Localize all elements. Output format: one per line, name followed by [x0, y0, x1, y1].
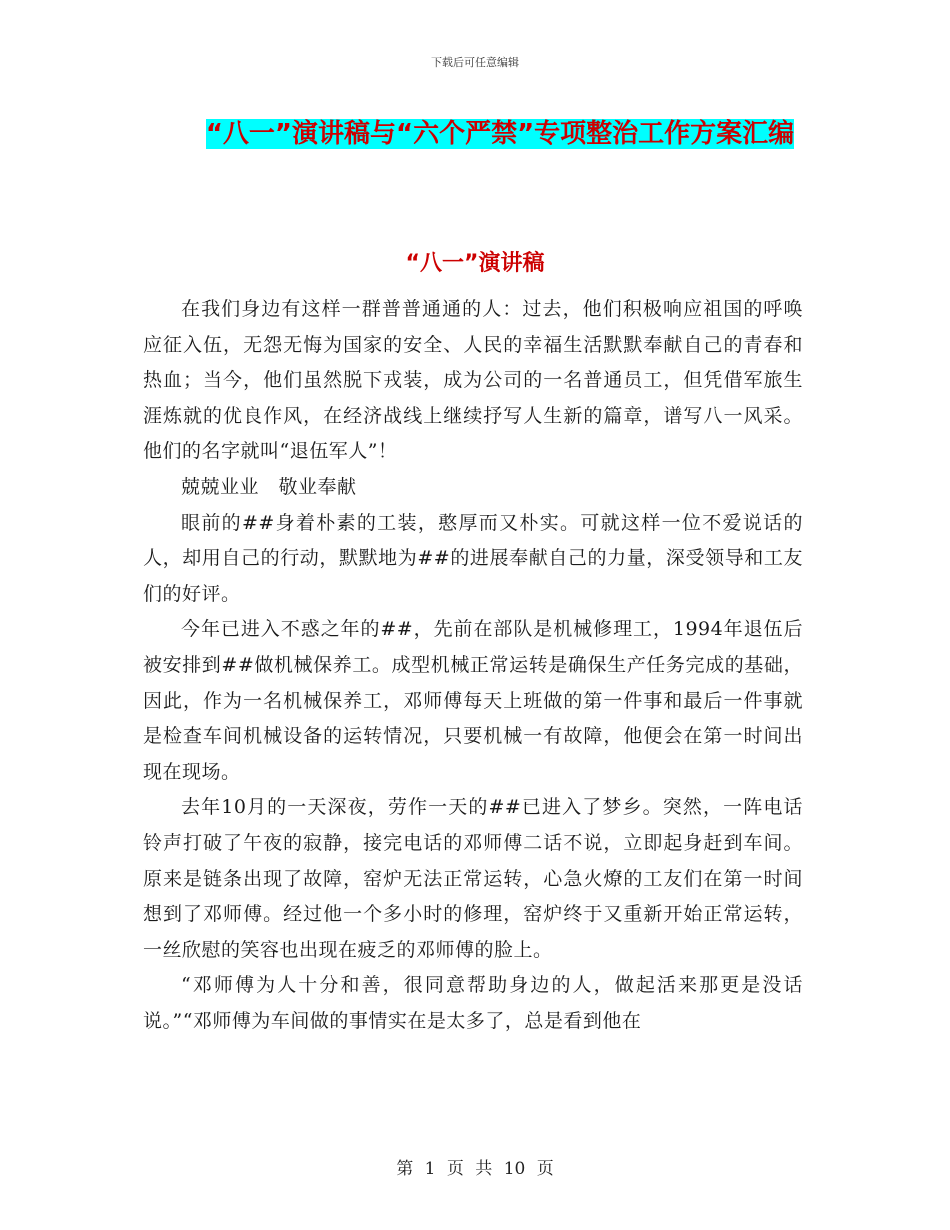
- section-title: “八一”演讲稿: [405, 251, 545, 276]
- body-text: [143, 292, 803, 1039]
- paragraph: “邓师傅为人十分和善，很同意帮助身边的人，做起活来那更是没话说。”“邓师傅为车间做的事情实在是太多了，总是看到他在: [143, 974, 803, 1032]
- paragraph: 今年已进入不惑之年的##，先前在部队是机械修理工，1994年退伍后被安排到##做机械保养工。成型机械正常运转是确保生产任务完成的基础，因此，作为一名机械保养工，邓师傅每天上班做的第一件事和最后一件事就是检查车间机械设备的运转情况，只要机械一有故障，他便会在第一时间出现在现场。: [143, 618, 803, 783]
- paragraph: 眼前的##身着朴素的工装，憨厚而又朴实。可就这样一位不爱说话的人，却用自己的行动，默默地为##的进展奉献自己的力量，深受领导和工友们的好评。: [143, 511, 803, 605]
- paragraph: 在我们身边有这样一群普普通通的人：过去，他们积极响应祖国的呼唤应征入伍，无怨无悔为国家的安全、人民的幸福生活默默奉献自己的青春和热血；当今，他们虽然脱下戎装，成为公司的一名普通员工，但凭借军旅生涯炼就的优良作风，在经济战线上继续抒写人生新的篇章，谱写八一风采。他们的名字就叫“退伍军人”！: [143, 298, 803, 463]
- page-footer: 第 1 页 共 10 页: [396, 1159, 554, 1179]
- document-title-text: “八一”演讲稿与“六个严禁”专项整治工作方案汇编: [205, 119, 795, 149]
- paragraph-subheading: 兢兢业业 敬业奉献: [181, 475, 357, 498]
- header-note: 下载后可任意编辑: [431, 56, 519, 69]
- paragraph: 去年10月的一天深夜，劳作一天的##已进入了梦乡。突然，一阵电话铃声打破了午夜的寂静，接完电话的邓师傅二话不说，立即起身赶到车间。原来是链条出现了故障，窑炉无法正常运转，心急火燎的工友们在第一时间想到了邓师傅。经过他一个多小时的修理，窑炉终于又重新开始正常运转，一丝欣慰的笑容也出现在疲乏的邓师傅的脸上。: [143, 796, 803, 961]
- document-title: [180, 112, 820, 156]
